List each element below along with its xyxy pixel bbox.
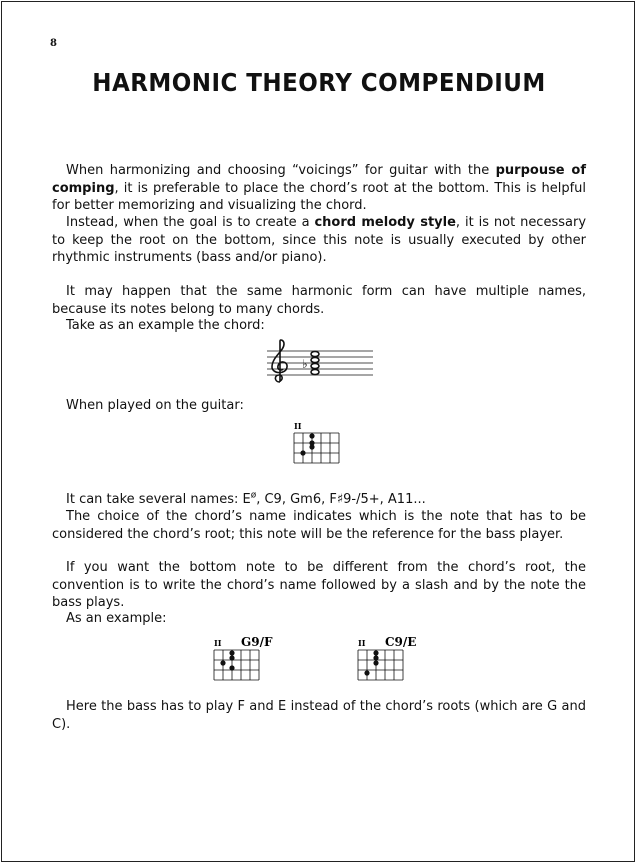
chord-diagram-c9e xyxy=(352,633,434,687)
paragraph-chord-melody: Instead, when the goal is to create a chord melody style, it is not necessary to keep the root on the bottom, since this note is usually executed by other rhythmic instruments (bass and/or piano). xyxy=(52,215,587,265)
finger-dots xyxy=(220,650,234,670)
staff-notation xyxy=(265,338,377,386)
fret-label: II xyxy=(214,638,222,648)
svg-text:♭: ♭ xyxy=(302,357,308,371)
paragraph-root-choice: The choice of the chord’s name indicates which is the note that has to be considered the chord’s root; this note will be the reference for the bass player. xyxy=(52,509,586,542)
fret-label: II xyxy=(358,638,366,648)
fret-label: II xyxy=(294,421,302,431)
paragraph-guitar-intro: When played on the guitar: xyxy=(66,398,244,413)
paragraph-example-intro: Take as an example the chord: xyxy=(66,318,265,333)
chord-name: C9/E xyxy=(385,635,417,649)
paragraph-slash-convention: If you want the bottom note to be different from the chord’s root, the convention is to write the chord’s name followed by a slash and by the note the bass plays. xyxy=(52,560,586,610)
treble-clef-icon xyxy=(272,340,287,382)
page-number: 8 xyxy=(50,38,57,49)
page-title: HARMONIC THEORY COMPENDIUM xyxy=(92,68,546,97)
chord-diagram-g9f xyxy=(208,633,290,687)
chord-name: G9/F xyxy=(241,635,273,649)
finger-dots xyxy=(300,433,314,455)
chord-diagram-main xyxy=(288,420,344,470)
paragraph-comping: When harmonizing and choosing “voicings” for guitar with the purpouse of comping, it is preferable to place the chord’s root at the bottom. This is helpful for better memorizing and visualizing the chord. xyxy=(52,163,586,213)
paragraph-bass-conclusion: Here the bass has to play F and E instead of the chord’s roots (which are G and C). xyxy=(52,699,586,732)
paragraph-multiple-names: It may happen that the same harmonic form can have multiple names, because its notes belong to many chords. xyxy=(52,284,586,317)
finger-dots xyxy=(364,650,378,675)
paragraph-as-example: As an example: xyxy=(66,611,167,626)
paragraph-several-names: It can take several names: $E^ø$, C9, Gm6, F♯9-/5+, A11... xyxy=(66,490,426,507)
